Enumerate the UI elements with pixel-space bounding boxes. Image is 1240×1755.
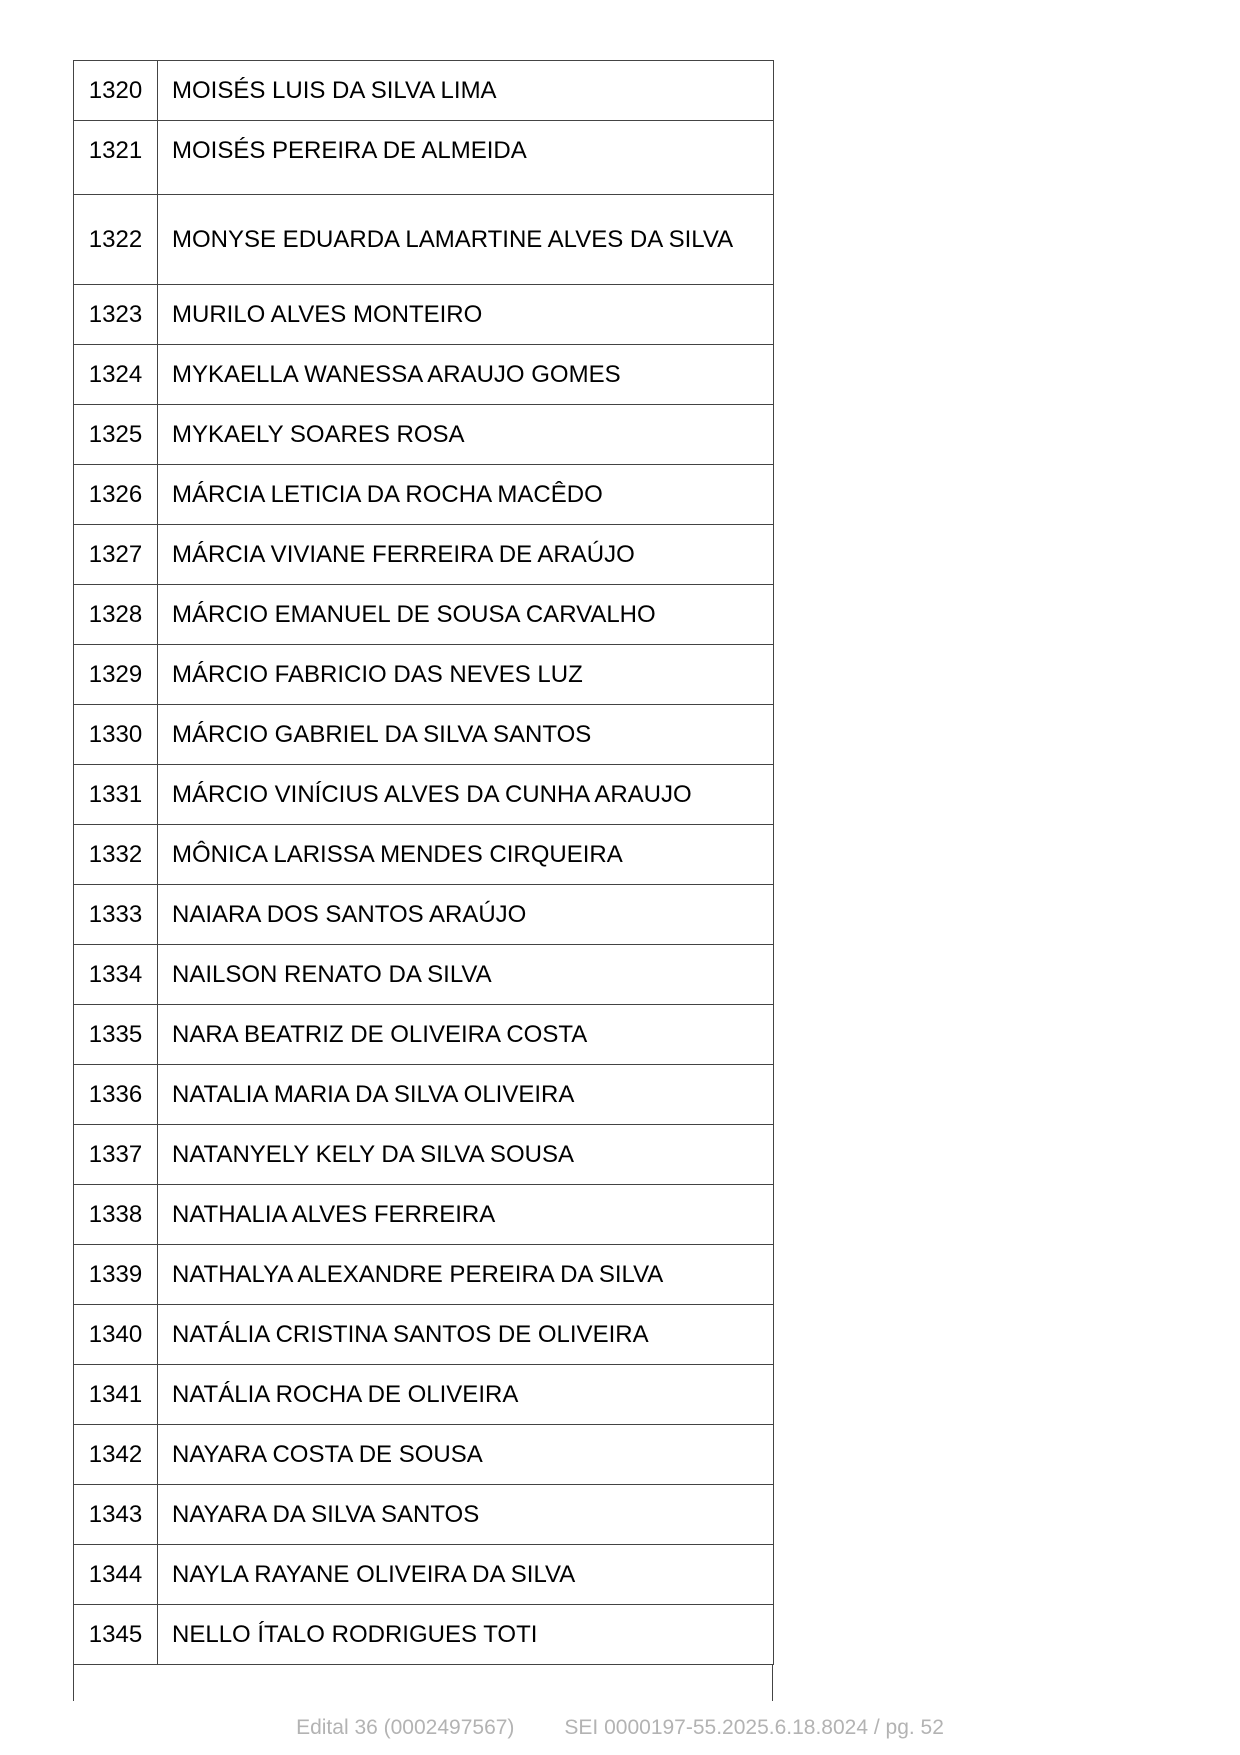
row-number: 1332 <box>74 825 158 885</box>
row-name: MYKAELLA WANESSA ARAUJO GOMES <box>158 345 774 405</box>
page-footer <box>0 1716 1240 1740</box>
row-name: NATALIA MARIA DA SILVA OLIVEIRA <box>158 1065 774 1125</box>
table-row <box>74 645 774 705</box>
table-row <box>74 1305 774 1365</box>
row-number: 1345 <box>74 1605 158 1665</box>
row-number: 1323 <box>74 285 158 345</box>
row-number: 1334 <box>74 945 158 1005</box>
table-row <box>74 1245 774 1305</box>
row-number: 1328 <box>74 585 158 645</box>
table-row <box>74 1005 774 1065</box>
footer-sei-reference: SEI 0000197-55.2025.6.18.8024 / pg. 52 <box>564 1716 944 1739</box>
row-number: 1321 <box>74 121 158 195</box>
table-row <box>74 285 774 345</box>
table-row <box>74 1365 774 1425</box>
table-row <box>74 195 774 285</box>
row-name: NARA BEATRIZ DE OLIVEIRA COSTA <box>158 1005 774 1065</box>
table-row <box>74 885 774 945</box>
row-name: NATHALIA ALVES FERREIRA <box>158 1185 774 1245</box>
row-name: NATÁLIA CRISTINA SANTOS DE OLIVEIRA <box>158 1305 774 1365</box>
row-name: NELLO ÍTALO RODRIGUES TOTI <box>158 1605 774 1665</box>
table-row <box>74 345 774 405</box>
row-number: 1343 <box>74 1485 158 1545</box>
row-name: NATANYELY KELY DA SILVA SOUSA <box>158 1125 774 1185</box>
table-row <box>74 1485 774 1545</box>
row-number: 1330 <box>74 705 158 765</box>
row-name: MÁRCIO GABRIEL DA SILVA SANTOS <box>158 705 774 765</box>
row-number: 1327 <box>74 525 158 585</box>
table-row <box>74 1605 774 1665</box>
candidate-list-table <box>73 60 774 1665</box>
row-name: MÔNICA LARISSA MENDES CIRQUEIRA <box>158 825 774 885</box>
row-number: 1340 <box>74 1305 158 1365</box>
row-name: NAYLA RAYANE OLIVEIRA DA SILVA <box>158 1545 774 1605</box>
row-name: NATÁLIA ROCHA DE OLIVEIRA <box>158 1365 774 1425</box>
table-row <box>74 945 774 1005</box>
row-name: MÁRCIO VINÍCIUS ALVES DA CUNHA ARAUJO <box>158 765 774 825</box>
table-row <box>74 61 774 121</box>
table-row <box>74 585 774 645</box>
row-name: NAYARA COSTA DE SOUSA <box>158 1425 774 1485</box>
row-name: NATHALYA ALEXANDRE PEREIRA DA SILVA <box>158 1245 774 1305</box>
row-number: 1324 <box>74 345 158 405</box>
table-row <box>74 1545 774 1605</box>
table-row <box>74 825 774 885</box>
row-name: MÁRCIA LETICIA DA ROCHA MACÊDO <box>158 465 774 525</box>
table-row <box>74 1185 774 1245</box>
row-number: 1322 <box>74 195 158 285</box>
table-row <box>74 465 774 525</box>
table-row <box>74 1125 774 1185</box>
table-continuation <box>73 1665 773 1701</box>
row-number: 1344 <box>74 1545 158 1605</box>
row-number: 1329 <box>74 645 158 705</box>
row-number: 1341 <box>74 1365 158 1425</box>
table-row <box>74 765 774 825</box>
row-number: 1333 <box>74 885 158 945</box>
row-number: 1339 <box>74 1245 158 1305</box>
row-number: 1337 <box>74 1125 158 1185</box>
row-name: MYKAELY SOARES ROSA <box>158 405 774 465</box>
row-name: MÁRCIO FABRICIO DAS NEVES LUZ <box>158 645 774 705</box>
table-row <box>74 405 774 465</box>
row-name: NAYARA DA SILVA SANTOS <box>158 1485 774 1545</box>
table-row <box>74 1065 774 1125</box>
row-number: 1320 <box>74 61 158 121</box>
row-name: MOISÉS PEREIRA DE ALMEIDA <box>158 121 774 195</box>
footer-doc-id: Edital 36 (0002497567) <box>296 1716 515 1739</box>
row-name: MONYSE EDUARDA LAMARTINE ALVES DA SILVA <box>158 195 774 285</box>
row-name: MÁRCIO EMANUEL DE SOUSA CARVALHO <box>158 585 774 645</box>
row-number: 1336 <box>74 1065 158 1125</box>
row-number: 1326 <box>74 465 158 525</box>
row-name: NAILSON RENATO DA SILVA <box>158 945 774 1005</box>
table-row <box>74 525 774 585</box>
table-row <box>74 121 774 195</box>
row-name: MURILO ALVES MONTEIRO <box>158 285 774 345</box>
row-number: 1331 <box>74 765 158 825</box>
table-row <box>74 1425 774 1485</box>
row-number: 1342 <box>74 1425 158 1485</box>
table-row <box>74 705 774 765</box>
row-number: 1335 <box>74 1005 158 1065</box>
row-number: 1325 <box>74 405 158 465</box>
row-name: MOISÉS LUIS DA SILVA LIMA <box>158 61 774 121</box>
row-name: NAIARA DOS SANTOS ARAÚJO <box>158 885 774 945</box>
row-name: MÁRCIA VIVIANE FERREIRA DE ARAÚJO <box>158 525 774 585</box>
row-number: 1338 <box>74 1185 158 1245</box>
